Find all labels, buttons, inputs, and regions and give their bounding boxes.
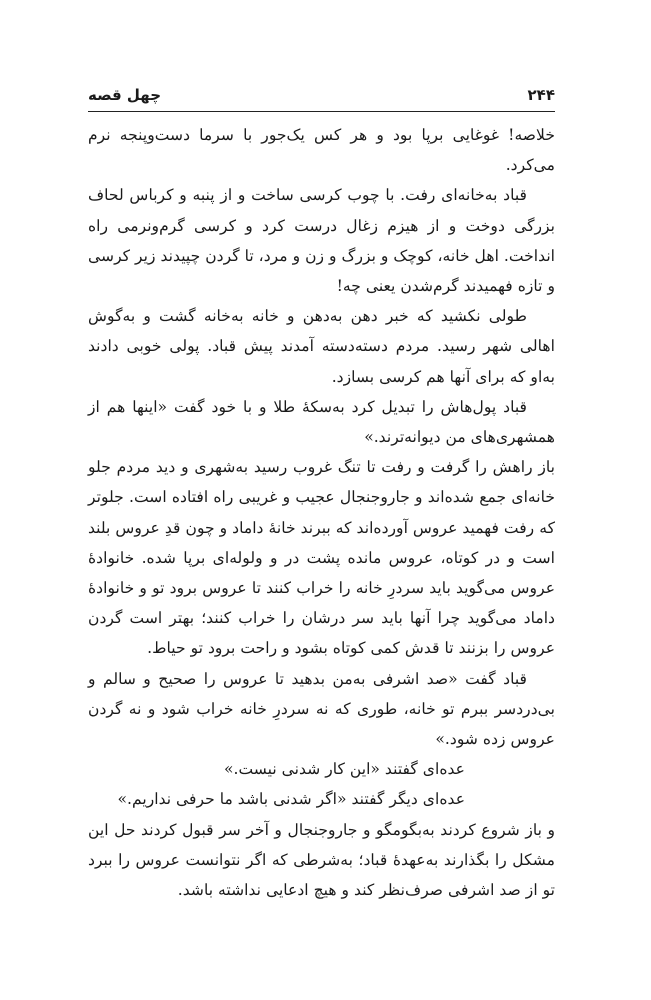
story-text <box>88 120 555 905</box>
paragraph: باز راهش را گرفت و رفت تا تنگ غروب رسید به‌شهری و دید مردم جلو خانه‌ای جمع شده‌اند و جاروجنجال عجیب و غریبی راه افتاده است. جلوتر که رفت فهمید عروس آورده‌اند که ببرند خانهٔ داماد و چون قدِ عروس بلند است و در کوتاه، عروس مانده پشت در و ولوله‌ای برپا شده. خانوادهٔ عروس می‌گوید باید سردرِ خانه را خراب کنند تا عروس برود تو و خانوادهٔ داماد می‌گوید چرا آنها باید سر درشان را خراب کنند؛ بهتر است گردن عروس را بزنند تا قدش کمی کوتاه بشود و راحت برود تو حیاط. <box>88 458 555 658</box>
dialogue-line: عده‌ای گفتند «این کار شدنی نیست.» <box>223 760 465 779</box>
page-number: ۲۴۴ <box>527 86 555 104</box>
running-header <box>88 86 555 112</box>
paragraph: خلاصه! غوغایی برپا بود و هر کس یک‌جور با سرما دست‌وپنجه نرم می‌کرد. <box>88 126 555 175</box>
book-title: چهل قصه <box>88 86 162 104</box>
paragraph: و باز شروع کردند به‌بگومگو و جاروجنجال و آخر سر قبول کردند حل این مشکل را بگذارند به‌عهدهٔ قباد؛ به‌شرطی که اگر نتوانست عروس را ببرد تو از صد اشرفی صرف‌نظر کند و هیچ ادعایی نداشته باشد. <box>88 820 555 900</box>
paragraph: قباد پول‌هاش را تبدیل کرد به‌سکهٔ طلا و با خود گفت «اینها هم از همشهری‌های من دیوانه‌ترند.» <box>88 397 555 447</box>
header-rule <box>88 111 555 112</box>
dialogue-line: عده‌ای دیگر گفتند «اگر شدنی باشد ما حرفی نداریم.» <box>117 790 465 809</box>
paragraph: قباد گفت «صد اشرفی به‌من بدهید تا عروس را صحیح و سالم و بی‌دردسر ببرم تو خانه، طوری که نه سردرِ خانه خراب شود و نه گردن عروس زده شود.» <box>88 669 555 749</box>
paragraph: قباد به‌خانه‌ای رفت. با چوب کرسی ساخت و از پنبه و کرباس لحاف بزرگی دوخت و از هیزم زغال درست کرد و کرسی گرم‌ونرمی راه انداخت. اهل خانه، کوچک و بزرگ و زن و مرد، تا گردن چپیدند زیر کرسی و تازه فهمیدند گرم‌شدن یعنی چه! <box>88 186 555 296</box>
paragraph: طولی نکشید که خبر دهن به‌دهن و خانه به‌خانه گشت و به‌گوش اهالی شهر رسید. مردم دسته‌دسته آمدند پیش قباد. پولی خوبی دادند به‌او که برای آنها هم کرسی بسازد. <box>88 307 555 386</box>
